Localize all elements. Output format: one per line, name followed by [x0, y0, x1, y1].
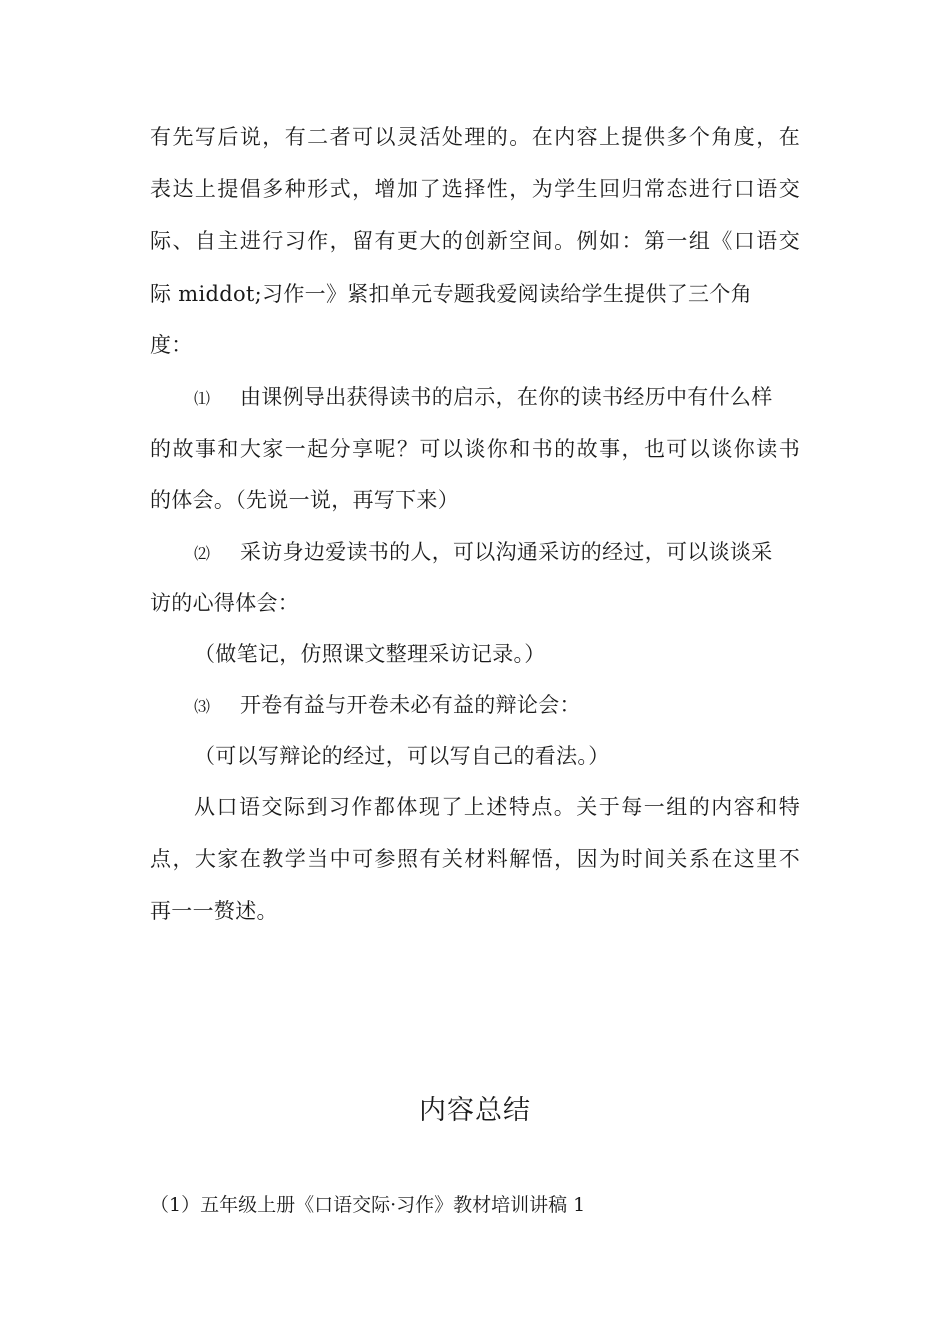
paragraph-line: 再一一赘述。 [150, 899, 278, 923]
paragraph-line: （做笔记，仿照课文整理采访记录。） [194, 642, 546, 666]
paragraph-line: 际 middot;习作一》紧扣单元专题我爱阅读给学生提供了三个角 [150, 282, 752, 306]
list-marker: ⑴ [194, 389, 211, 408]
list-marker: ⑶ [194, 697, 211, 716]
paragraph-line: 点，大家在教学当中可参照有关材料解悟，因为时间关系在这里不 [150, 847, 800, 871]
paragraph-line: （可以写辩论的经过，可以写自己的看法。） [194, 744, 610, 768]
list-item-2 [194, 538, 800, 568]
paragraph-line: 表达上提倡多种形式，增加了选择性，为学生回归常态进行口语交 [150, 177, 800, 201]
paragraph-line: 的故事和大家一起分享呢？可以谈你和书的故事，也可以谈你读书 [150, 437, 800, 461]
list-item-text: 由课例导出获得读书的启示，在你的读书经历中有什么样 [240, 385, 773, 409]
list-marker: ⑵ [194, 544, 211, 563]
paragraph-line: 有先写后说，有二者可以灵活处理的。在内容上提供多个角度，在 [150, 125, 800, 149]
paragraph-line: 从口语交际到习作都体现了上述特点。关于每一组的内容和特 [194, 795, 800, 819]
paragraph-line: 的体会。（先说一说，再写下来） [150, 488, 459, 512]
section-title: 内容总结 [419, 1095, 531, 1126]
list-item-3 [194, 691, 800, 721]
summary-item: （1）五年级上册《口语交际·习作》教材培训讲稿 1 [150, 1194, 586, 1216]
list-item-text: 开卷有益与开卷未必有益的辩论会： [240, 693, 581, 717]
list-item-text: 采访身边爱读书的人，可以沟通采访的经过，可以谈谈采 [240, 540, 773, 564]
paragraph-line: 度： [150, 333, 193, 357]
list-item-1 [194, 383, 800, 413]
paragraph-line: 际、自主进行习作，留有更大的创新空间。例如：第一组《口语交 [150, 229, 800, 253]
paragraph-line: 访的心得体会： [150, 591, 300, 615]
